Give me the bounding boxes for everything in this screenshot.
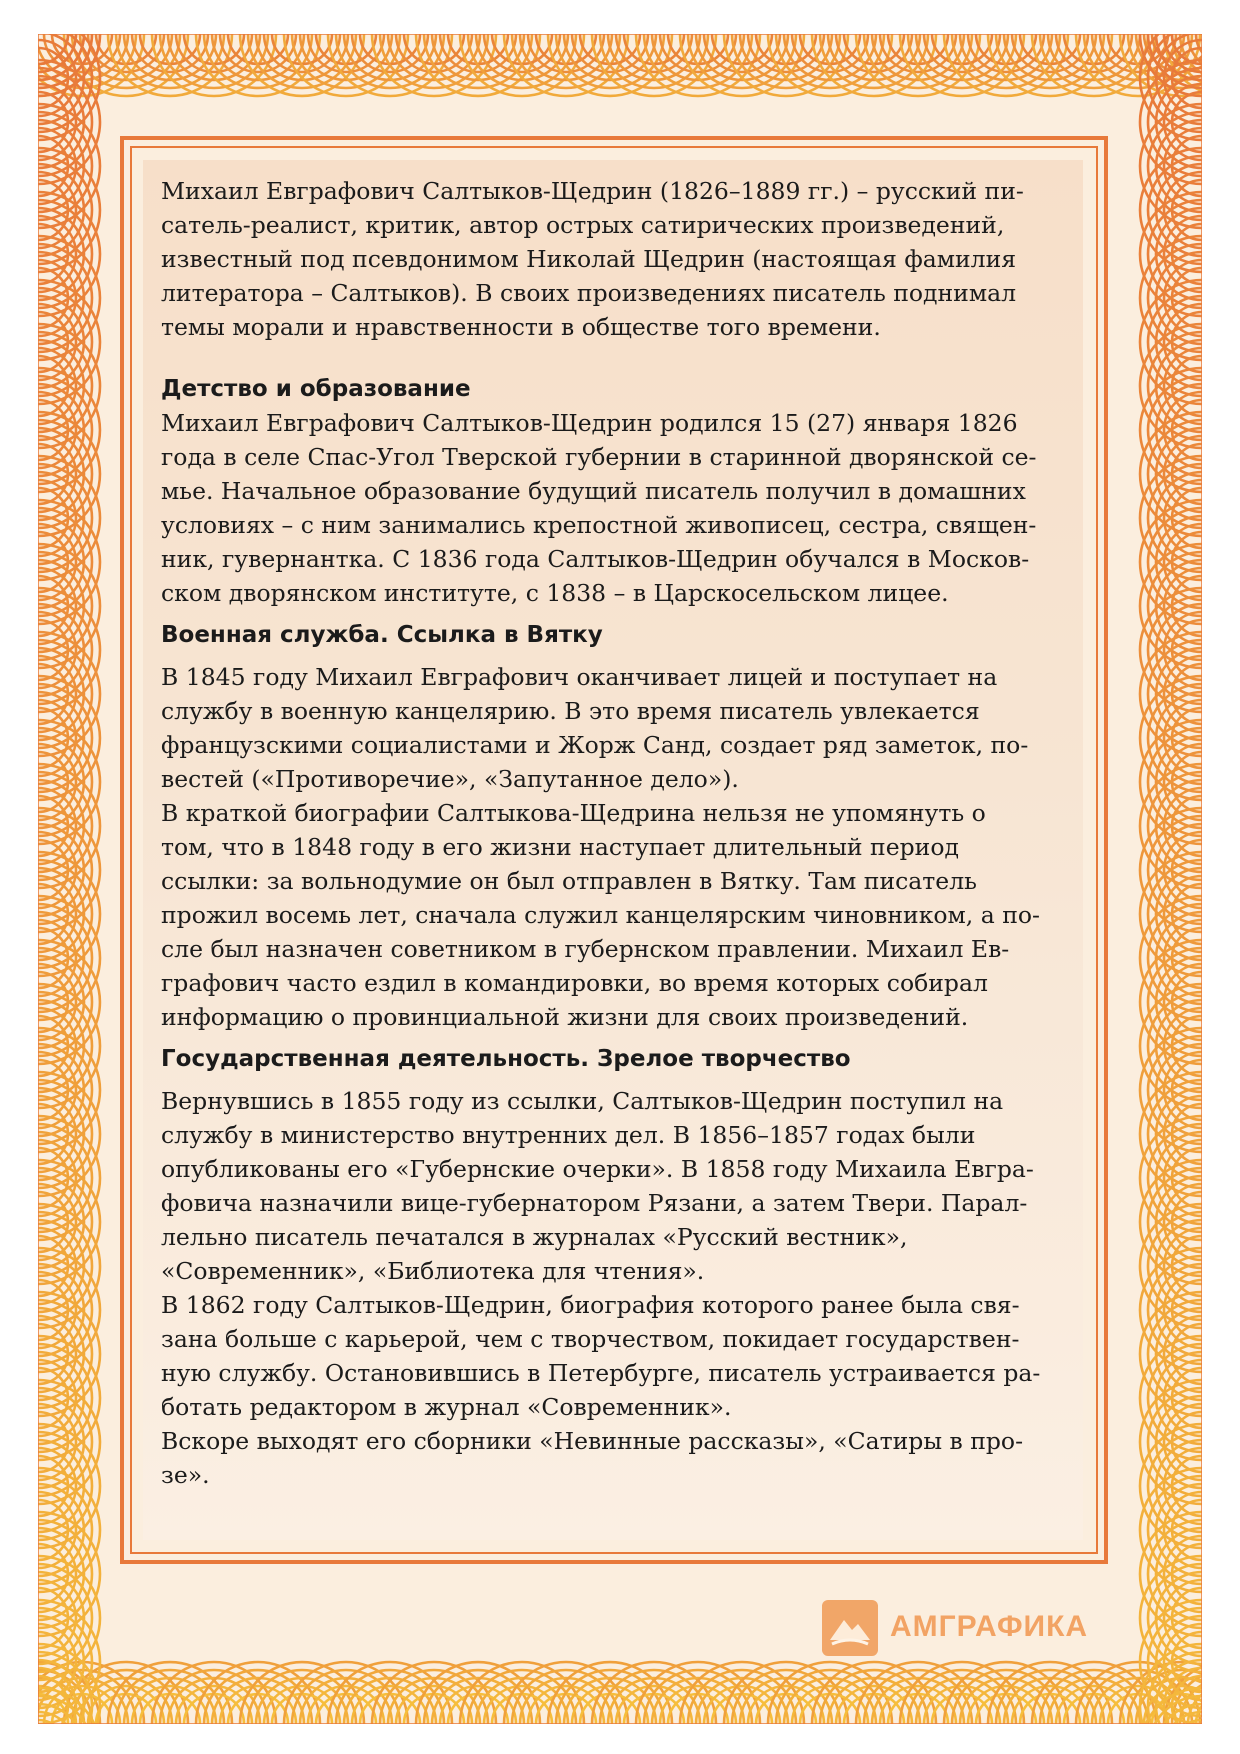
text-line: Вскоре выходят его сборники «Невинные рассказы», «Сатиры в про- [161,1427,1024,1455]
intro-paragraph [161,174,1083,344]
text-line: том, что в 1848 году в его жизни наступает длительный период [161,833,959,861]
text-line: службу в министерство внутренних дел. В 1856–1857 годах были [161,1121,976,1149]
text-line: информацию о провинциальной жизни для своих произведений. [161,1003,969,1031]
section-heading-state: Государственная деятельность. Зрелое творчество [161,1046,851,1072]
state-paragraph-3 [161,1424,1083,1492]
text-line: сатель-реалист, критик, автор острых сатирических произведений, [161,211,1005,239]
text-line: ском дворянском институте, с 1838 – в Царскосельском лицее. [161,579,949,607]
text-line: В 1862 году Салтыков-Щедрин, биография которого ранее была свя- [161,1291,1020,1319]
text-line: французскими социалистами и Жорж Санд, создает ряд заметок, по- [161,731,1029,759]
section-heading-childhood: Детство и образование [161,376,471,402]
text-line: «Современник», «Библиотека для чтения». [161,1257,705,1285]
section-heading-military: Военная служба. Ссылка в Вятку [161,622,603,648]
border-arc [1196,1694,1240,1724]
text-line: В краткой биографии Салтыкова-Щедрина нельзя не упомянуть о [161,799,986,827]
text-line: Вернувшись в 1855 году из ссылки, Салтыков-Щедрин поступил на [161,1087,1004,1115]
text-line: условиях – с ним занимались крепостной живописец, сестра, священ- [161,511,1037,539]
border-arc [1196,34,1240,64]
text-line: литератора – Салтыков). В своих произведениях писатель поднимал [161,279,1017,307]
publisher-logo [822,1600,1102,1662]
text-line: темы морали и нравственности в обществе того времени. [161,313,881,341]
text-line: сле был назначен советником в губернском правлении. Михаил Ев- [161,935,1010,963]
text-line: ную службу. Остановившись в Петербурге, писатель устраивается ра- [161,1359,1041,1387]
logo-text: АМГРАФИКА [890,1610,1089,1643]
text-line: службу в военную канцелярию. В это время писатель увлекается [161,697,980,725]
text-line: графович часто ездил в командировки, во время которых собирал [161,969,988,997]
text-line: зе». [161,1461,210,1489]
text-line: Михаил Евграфович Салтыков-Щедрин (1826–1889 гг.) – русский пи- [161,177,1024,205]
text-line: зана больше с карьерой, чем с творчеством, покидает государствен- [161,1325,1020,1353]
text-line: В 1845 году Михаил Евграфович оканчивает лицей и поступает на [161,663,998,691]
text-line: ссылки: за вольнодумие он был отправлен в Вятку. Там писатель [161,867,977,895]
text-panel [143,160,1083,1540]
text-line: Михаил Евграфович Салтыков-Щедрин родился 15 (27) января 1826 [161,409,1018,437]
state-paragraph-2 [161,1288,1083,1424]
text-line: ник, гувернантка. С 1836 года Салтыков-Щедрин обучался в Москов- [161,545,1030,573]
state-paragraph-1 [161,1084,1083,1288]
text-line: года в селе Спас-Угол Тверской губернии в старинной дворянской се- [161,443,1037,471]
mountain-logo-icon [822,1600,878,1656]
text-line: мье. Начальное образование будущий писатель получил в домашних [161,477,1026,505]
text-line: опубликованы его «Губернские очерки». В 1858 году Михаила Евгра- [161,1155,1034,1183]
military-paragraph-2 [161,796,1083,1034]
border-arc [38,1720,68,1754]
text-line: фовича назначили вице-губернатором Рязани, а затем Твери. Парал- [161,1189,1028,1217]
text-line: ботать редактором в журнал «Современник». [161,1393,732,1421]
text-line: прожил восемь лет, сначала служил канцелярским чиновником, а по- [161,901,1040,929]
text-line: известный под псевдонимом Николай Щедрин (настоящая фамилия [161,245,1017,273]
military-paragraph-1 [161,660,1083,796]
text-line: лельно писатель печатался в журналах «Русский вестник», [161,1223,908,1251]
border-arc [1172,1720,1202,1754]
childhood-paragraph [161,406,1083,610]
text-line: вестей («Противоречие», «Запутанное дело»). [161,765,739,793]
